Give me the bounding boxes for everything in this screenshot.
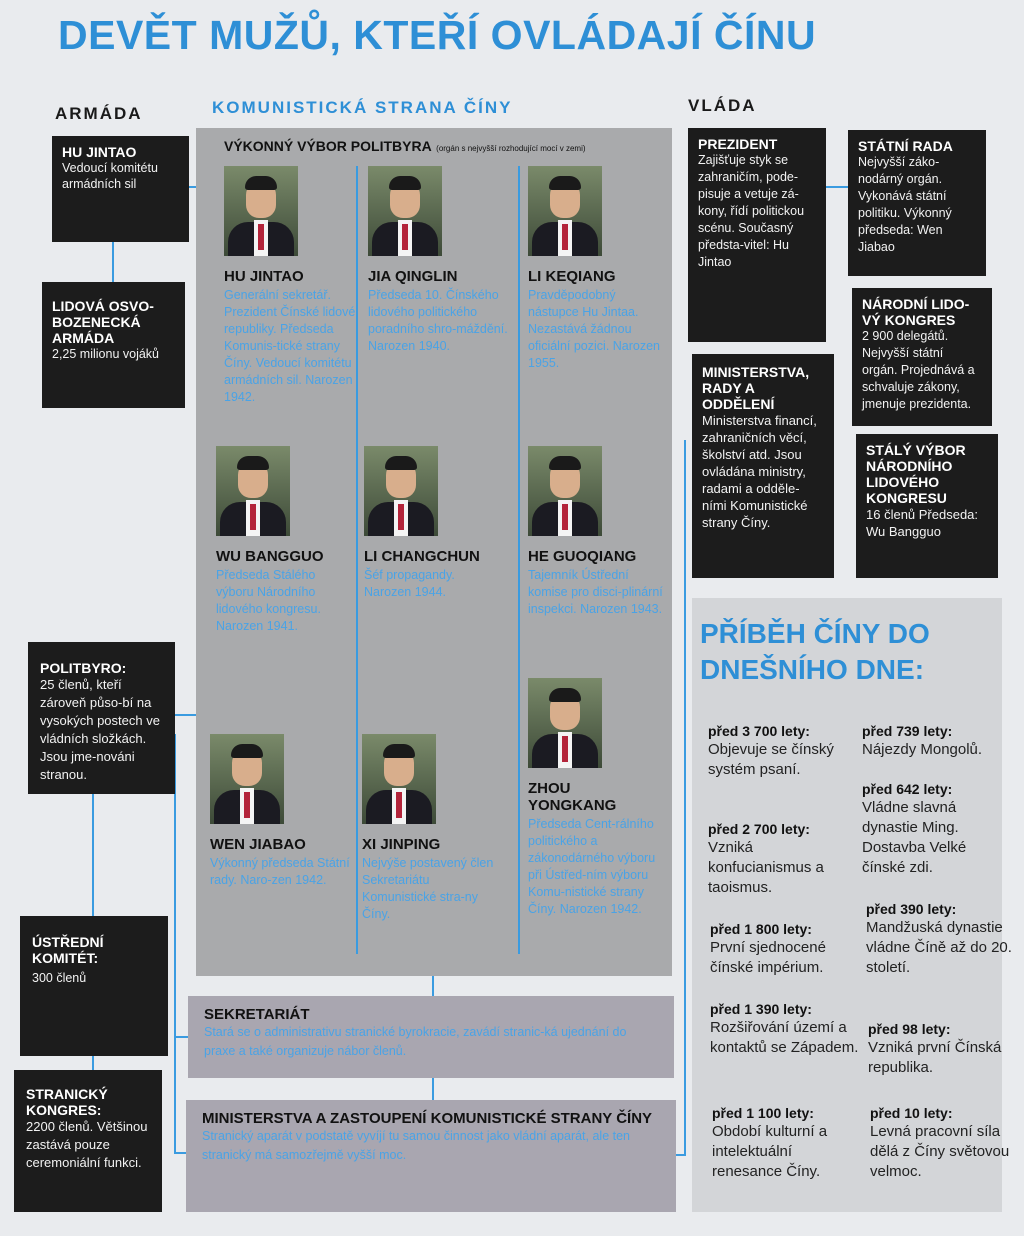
- member-desc: Generální sekretář. Prezident Čínské lidové republiky. Předseda Komunis-tické strany Číny. Vedoucí komitétu armádních sil. Narozen 1942.: [224, 288, 356, 404]
- timeline-item: [868, 1020, 1018, 1078]
- member-card: [210, 734, 350, 889]
- member-desc: Předseda 10. Čínského lidového politického poradního shro-máždění. Narozen 1940.: [368, 288, 508, 353]
- timeline-date: před 390 lety:: [866, 901, 957, 917]
- member-name: JIA QINGLIN: [368, 268, 458, 285]
- portrait-photo: [368, 166, 442, 256]
- portrait-photo: [528, 446, 602, 536]
- connector-secretariat: [174, 1036, 188, 1038]
- member-desc: Pravděpodobný nástupce Hu Jintaa. Nezastává žádnou oficiální pozici. Narozen 1955.: [528, 288, 661, 370]
- portrait-photo: [528, 678, 602, 768]
- portrait-photo: [210, 734, 284, 824]
- box-text: 2,25 milionu vojáků: [52, 347, 160, 361]
- box-title: HU JINTAO: [62, 144, 137, 160]
- box-text: 300 členů: [32, 971, 87, 985]
- member-name: ZHOU YONGKANG: [528, 780, 617, 814]
- member-name: HU JINTAO: [224, 268, 304, 285]
- timeline-item: [710, 1000, 860, 1058]
- box-title: STRANICKÝ KONGRES:: [26, 1086, 108, 1118]
- box-title: NÁRODNÍ LIDO-VÝ KONGRES: [862, 296, 970, 328]
- box-central-committee: [20, 916, 168, 1056]
- box-title: SEKRETARIÁT: [204, 1006, 310, 1023]
- timeline-item: [870, 1104, 1020, 1182]
- box-text: Zajišťuje styk se zahraničím, pode-pisuje a vetuje zá-kony, řídí politickou scénu. Současný předsta-vitel: Hu Jintao: [698, 153, 805, 269]
- box-text: Vedoucí komitétu armádních sil: [62, 161, 158, 191]
- member-card: [368, 166, 508, 355]
- box-title: POLITBYRO:: [40, 660, 127, 676]
- timeline-text: Nájezdy Mongolů.: [862, 741, 983, 758]
- timeline-date: před 739 lety:: [862, 723, 953, 739]
- connector-right-bottom: [676, 1154, 686, 1156]
- timeline-text: Rozšiřování území a kontaktů se Západem.: [710, 1019, 859, 1056]
- timeline-item: [712, 1104, 862, 1182]
- timeline-date: před 3 700 lety:: [708, 723, 810, 739]
- box-title: ÚSTŘEDNÍ KOMITÉT:: [32, 934, 104, 966]
- timeline-text: Vládne slavná dynastie Ming. Dostavba Velké čínské zdi.: [862, 799, 967, 876]
- member-desc: Předseda Stálého výboru Národního lidového kongresu. Narozen 1941.: [216, 568, 321, 633]
- timeline-item: [708, 722, 858, 780]
- box-party-congress: [14, 1070, 162, 1212]
- connector-politburo-panel: [174, 714, 196, 716]
- member-card: [216, 446, 356, 635]
- member-name: WU BANGGUO: [216, 548, 324, 565]
- member-card: [224, 166, 364, 406]
- timeline-date: před 642 lety:: [862, 781, 953, 797]
- box-pla: [42, 282, 185, 408]
- box-text: Stranický aparát v podstatě vyvíjí tu samou činnost jako vládní aparát, ale ten stranický má samozřejmě vyšší moc.: [202, 1129, 631, 1162]
- connector-committee: [92, 1056, 94, 1070]
- standing-committee-panel: [196, 128, 672, 976]
- connector-panel-secretariat: [432, 976, 434, 996]
- box-text: 25 členů, kteří zároveň půso-bí na vysokých postech ve vládních složkách. Jsou jme-nováni stranou.: [40, 677, 160, 782]
- history-title: PŘÍBĚH ČÍNY DO DNEŠNÍHO DNE:: [700, 618, 930, 685]
- box-secretariat: [188, 996, 674, 1078]
- timeline-date: před 1 390 lety:: [710, 1001, 812, 1017]
- timeline-item: [866, 900, 1016, 978]
- timeline-item: [710, 920, 860, 978]
- box-title: LIDOVÁ OSVO-BOZENECKÁ ARMÁDA: [52, 298, 154, 346]
- box-npc: [852, 288, 992, 426]
- timeline-date: před 2 700 lety:: [708, 821, 810, 837]
- timeline-item: [862, 722, 1012, 760]
- box-text: 16 členů Předseda: Wu Bangguo: [866, 507, 979, 539]
- timeline-date: před 1 100 lety:: [712, 1105, 814, 1121]
- connector-politburo: [92, 794, 94, 916]
- connector-left-vertical: [174, 734, 176, 1154]
- member-card: [528, 678, 668, 918]
- column-divider: [518, 166, 520, 954]
- timeline-text: Období kulturní a intelektuální renesance Číny.: [712, 1123, 828, 1180]
- timeline-item: [708, 820, 858, 898]
- member-name: LI KEQIANG: [528, 268, 616, 285]
- box-title: MINISTERSTVA A ZASTOUPENÍ KOMUNISTICKÉ STRANY ČÍNY: [202, 1110, 653, 1127]
- member-card: [362, 734, 502, 923]
- header-army: ARMÁDA: [55, 104, 143, 123]
- member-desc: Šéf propagandy. Narozen 1944.: [364, 568, 455, 599]
- panel-subtitle: (orgán s nejvyšší rozhodující mocí v zemi): [436, 144, 586, 153]
- connector-gov-top: [826, 186, 848, 188]
- timeline-text: Levná pracovní síla dělá z Číny světovou velmoc.: [870, 1123, 1010, 1180]
- page-title: DEVĚT MUŽŮ, KTEŘÍ OVLÁDAJÍ ČÍNU: [58, 12, 817, 58]
- member-name: XI JINPING: [362, 836, 441, 853]
- box-npc-standing-committee: [856, 434, 998, 578]
- timeline-date: před 1 800 lety:: [710, 921, 812, 937]
- member-desc: Tajemník Ústřední komise pro disci-plinární inspekci. Narozen 1943.: [528, 568, 663, 616]
- box-president: [688, 128, 826, 342]
- connector-army: [112, 242, 114, 282]
- connector-right-vertical: [684, 440, 686, 1156]
- box-text: Ministerstva financí, zahraničních věcí, školství atd. Jsou ovládána ministry, radami a odděle-ními Komunistické strany Číny.: [702, 413, 817, 530]
- member-name: WEN JIABAO: [210, 836, 306, 853]
- timeline-text: Vzniká konfucianismus a taoismus.: [708, 839, 824, 896]
- history-panel: [692, 598, 1012, 1212]
- member-desc: Nejvýše postavený člen Sekretariátu Komunistické stra-ny Číny.: [362, 856, 494, 921]
- member-card: [528, 166, 668, 372]
- box-title: STÁLÝ VÝBOR NÁRODNÍHO LIDOVÉHO KONGRESU: [866, 442, 966, 506]
- portrait-photo: [224, 166, 298, 256]
- box-text: 2200 členů. Většinou zastává pouze ceremoniální funkci.: [26, 1119, 148, 1170]
- member-desc: Výkonný předseda Státní rady. Naro-zen 1942.: [210, 856, 350, 887]
- box-title: PREZIDENT: [698, 136, 778, 152]
- connector-secretariat-ministries: [432, 1078, 434, 1100]
- portrait-photo: [528, 166, 602, 256]
- timeline-date: před 10 lety:: [870, 1105, 953, 1121]
- box-party-ministries: [186, 1100, 676, 1212]
- panel-title: VÝKONNÝ VÝBOR POLITBYRA: [224, 138, 432, 154]
- member-desc: Předseda Cent-rálního politického a zákonodárného výboru při Ústřed-ním výboru Komu-nistické strany Číny. Narozen 1942.: [528, 817, 656, 916]
- member-name: LI CHANGCHUN: [364, 548, 480, 565]
- timeline-text: Vzniká první Čínská republika.: [868, 1039, 1002, 1076]
- box-hu-jintao-army: [52, 136, 189, 242]
- portrait-photo: [364, 446, 438, 536]
- box-title: MINISTERSTVA, RADY A ODDĚLENÍ: [702, 364, 810, 412]
- member-card: [528, 446, 668, 618]
- box-state-council: [848, 130, 986, 276]
- member-name: HE GUOQIANG: [528, 548, 637, 565]
- portrait-photo: [216, 446, 290, 536]
- timeline-item: [862, 780, 1012, 878]
- box-title: STÁTNÍ RADA: [858, 138, 953, 154]
- timeline-text: Objevuje se čínský systém psaní.: [708, 741, 834, 778]
- timeline-text: První sjednocené čínské impérium.: [710, 939, 826, 976]
- header-government: VLÁDA: [688, 96, 757, 115]
- portrait-photo: [362, 734, 436, 824]
- member-card: [364, 446, 504, 601]
- header-party: KOMUNISTICKÁ STRANA ČÍNY: [212, 98, 513, 117]
- box-text: 2 900 delegátů. Nejvyšší státní orgán. Projednává a schvaluje zákony, jmenuje prezidenta.: [862, 329, 975, 411]
- box-text: Nejvyšší záko-nodárný orgán. Vykonává státní politiku. Výkonný předseda: Wen Jiabao: [858, 155, 952, 254]
- box-text: Stará se o administrativu stranické byrokracie, zavádí stranic-ká ujednání do praxe a také organizuje nábor členů.: [204, 1025, 627, 1058]
- timeline-date: před 98 lety:: [868, 1021, 951, 1037]
- timeline-text: Mandžuská dynastie vládne Číně až do 20. století.: [866, 919, 1012, 976]
- box-gov-ministries: [692, 354, 834, 578]
- box-politburo: [28, 642, 175, 794]
